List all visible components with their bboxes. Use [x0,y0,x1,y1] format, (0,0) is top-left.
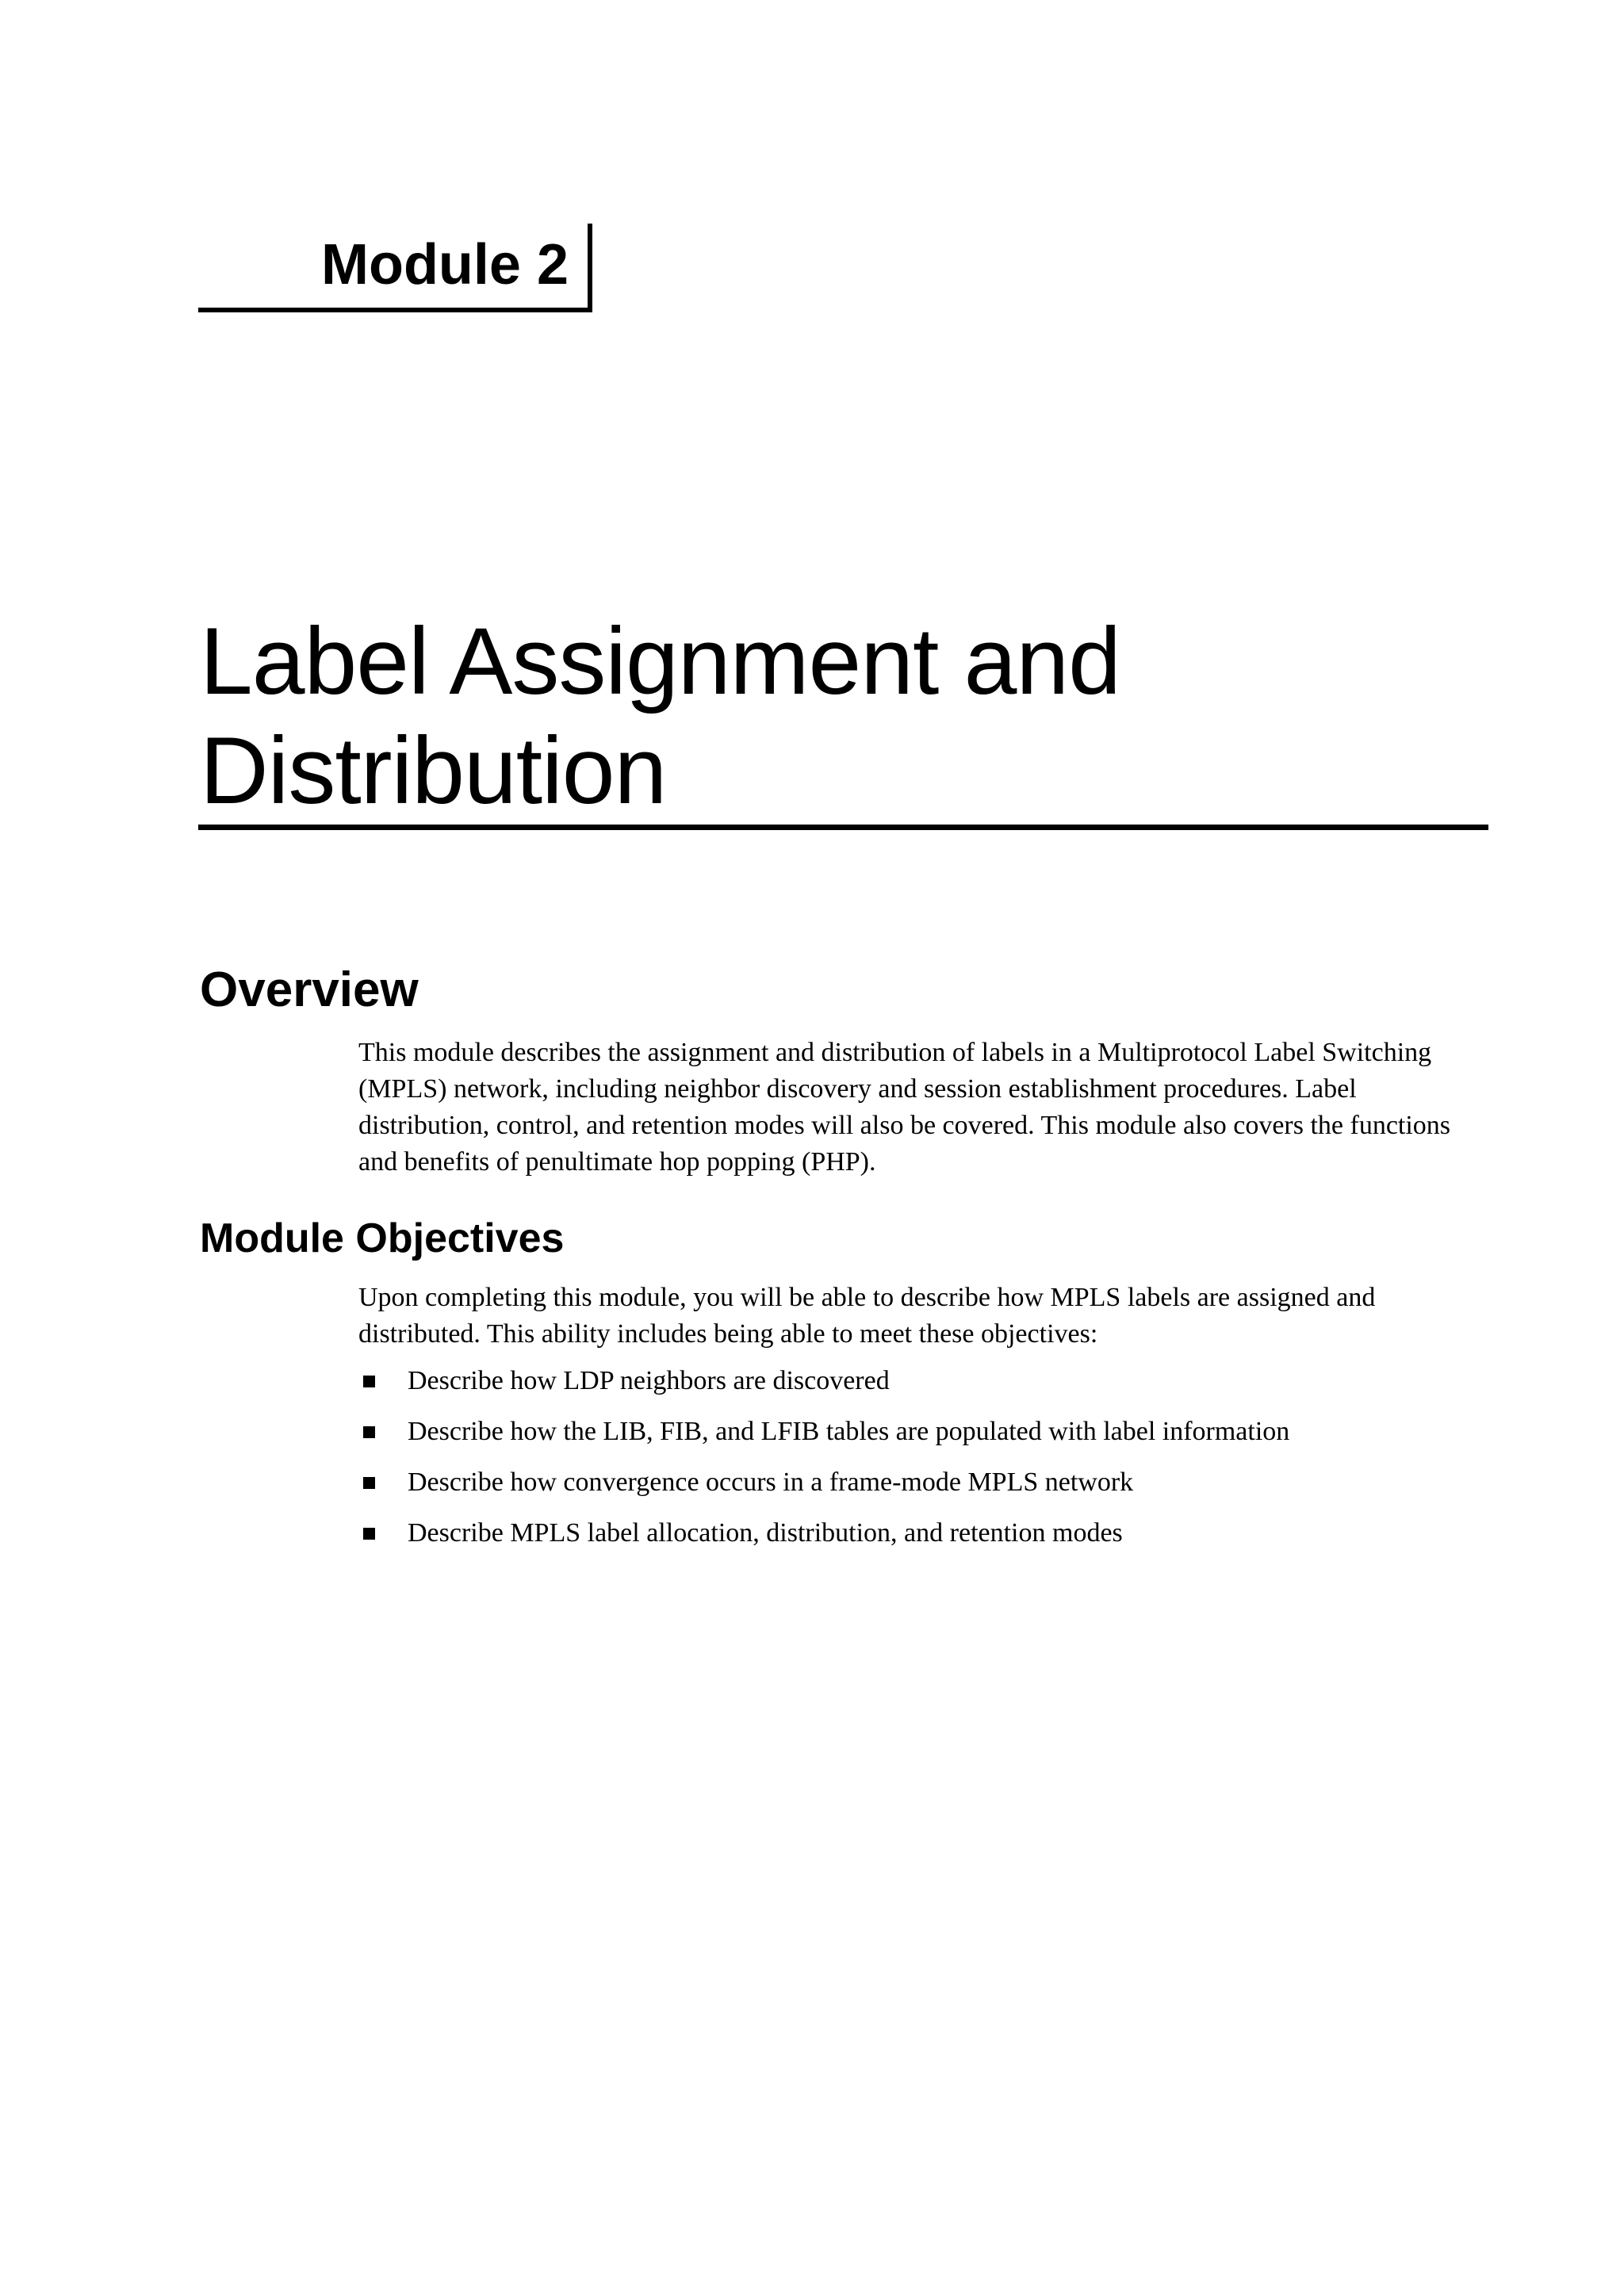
objectives-intro-paragraph: Upon completing this module, you will be able to describe how MPLS labels are assigned and distributed. This ability includes being able to meet these objectives: [358,1283,1376,1349]
list-item [358,1515,1484,1552]
square-bullet-icon [363,1376,375,1387]
list-item [358,1464,1484,1501]
objective-text: Describe how LDP neighbors are discovered [408,1366,890,1395]
list-item [358,1414,1484,1450]
objective-text: Describe MPLS label allocation, distribution, and retention modes [408,1518,1123,1548]
objectives-list [358,1363,1484,1566]
objective-text: Describe how the LIB, FIB, and LFIB tables are populated with label information [408,1417,1290,1446]
module-number-label: Module 2 [320,233,569,297]
overview-paragraph: This module describes the assignment and distribution of labels in a Multiprotocol Label Switching (MPLS) network, including neighbor discovery and session establishment procedures. Label distribution, control, and retention modes will also be covered. This module also covers the functions and benefits of penultimate hop popping (PHP). [358,1038,1451,1177]
list-item [358,1363,1484,1399]
square-bullet-icon [363,1477,375,1489]
objectives-heading: Module Objectives [200,1215,565,1261]
overview-heading: Overview [200,962,419,1017]
title-underline [198,825,1488,830]
objective-text: Describe how convergence occurs in a frame-mode MPLS network [408,1468,1134,1497]
module-tag-box [198,224,592,312]
chapter-title: Label Assignment and Distribution [200,608,1120,824]
square-bullet-icon [363,1528,375,1540]
square-bullet-icon [363,1426,375,1438]
